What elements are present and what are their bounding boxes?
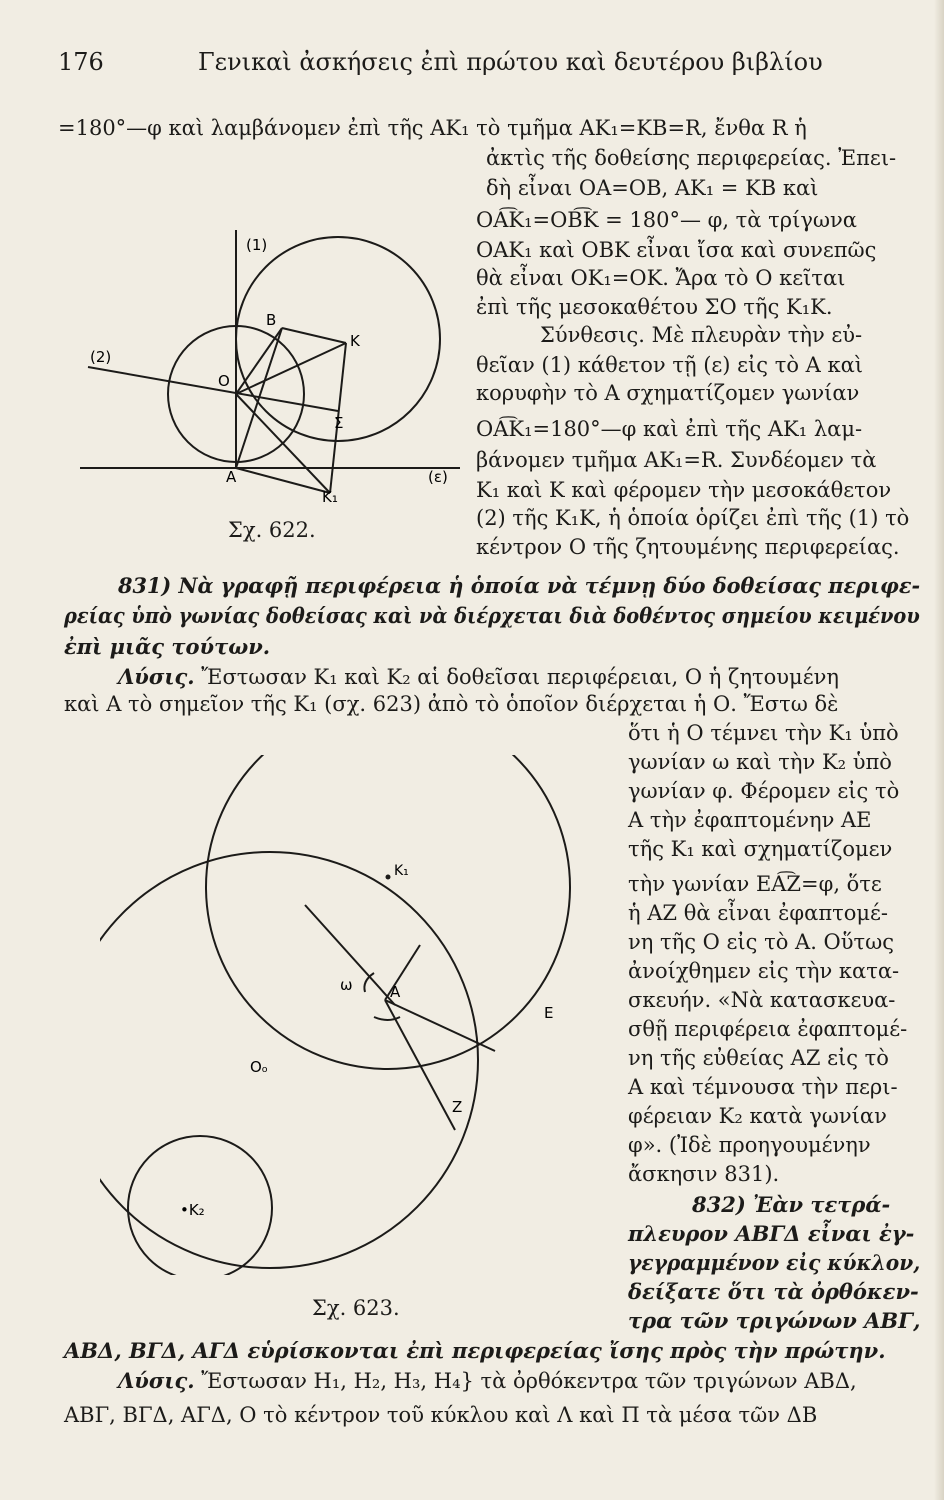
label-O: O [218,372,230,390]
caption-622: Σχ. 622. [228,518,316,542]
text-line: ΟΑΚ₁ καὶ ΟΒΚ εἶναι ἴσα καὶ συνεπῶς [476,238,877,262]
text-line: κορυφὴν τὸ Α σχηματίζομεν γωνίαν [476,381,860,405]
text-line: ἀνοίχθημεν εἰς τὴν κατα- [628,959,900,983]
text-line: φέρειαν Κ₂ κατὰ γωνίαν [628,1104,887,1128]
label-O: Oₒ [250,1058,269,1076]
figure-623 [100,755,600,1275]
text-line: Κ₁ καὶ Κ καὶ φέρομεν τὴν μεσοκάθετον [476,478,892,502]
exercise-831-heading: ρείας ὑπὸ γωνίας δοθείσας καὶ νὰ διέρχεται διὰ δοθέντος σημείου κειμένου [64,603,920,628]
label-K1: K₁ [322,488,338,506]
solution-line: ΑΒΓ, ΒΓΔ, ΑΓΔ, Ο τὸ κέντρον τοῦ κύκλου καὶ Λ καὶ Π τὰ μέσα τῶν ΔΒ [64,1403,818,1427]
label-1: (1) [246,236,268,254]
caption-623: Σχ. 623. [312,1296,400,1320]
center-k1-dot [386,875,391,880]
text-line: φ». (Ἰδὲ προηγουμένην [628,1133,871,1157]
exercise-832-heading: τρα τῶν τριγώνων ΑΒΓ, [628,1308,921,1333]
solution-line [118,1370,857,1392]
text-line: σκευήν. «Νὰ κατασκευα- [628,988,896,1012]
text-line: θεῖαν (1) κάθετον τῇ (ε) εἰς τὸ Α καὶ [476,353,864,377]
figure-622 [60,210,480,540]
text-line: νη τῆς εὐθείας ΑΖ εἰς τὸ [628,1046,889,1070]
exercise-832-heading: δείξατε ὅτι τὰ ὀρθόκεν- [628,1279,919,1304]
text-line: ἐπὶ τῆς μεσοκαθέτου ΣΟ τῆς Κ₁Κ. [476,295,833,319]
label-w: ω [340,976,353,994]
text-line: κέντρον Ο τῆς ζητουμένης περιφερείας. [476,535,900,559]
text-line: ἄσκησιν 831). [628,1162,780,1186]
solution-label: Λύσις. [118,1368,195,1393]
text-line: τὴν γωνίαν ΕΑ͡Ζ=φ, ὅτε [628,872,882,896]
text-line: Α καὶ τέμνουσα τὴν περι- [628,1075,898,1099]
text-line: ΟΑ͡Κ₁=180°—φ καὶ ἐπὶ τῆς ΑΚ₁ λαμ- [476,417,863,441]
text-line: γωνίαν φ. Φέρομεν εἰς τὸ [628,779,900,803]
solution-line [118,666,839,688]
running-title: Γενικαὶ ἀσκήσεις ἐπὶ πρώτου καὶ δευτέρου βιβλίου [198,48,823,76]
text-line: (2) τῆς Κ₁Κ, ἡ ὁποία ὁρίζει ἐπὶ τῆς (1) τὸ [476,506,910,530]
page-edge [934,0,944,1500]
solution-text: Ἔστωσαν Κ₁ καὶ Κ₂ αἱ δοθεῖσαι περιφέρειαι, Ο ἡ ζητουμένη [201,665,839,689]
label-K1: K₁ [394,863,409,879]
text-line: Σύνθεσις. Μὲ πλευρὰν τὴν εὐ- [540,323,863,347]
label-e: (ε) [428,468,448,486]
label-2: (2) [90,348,112,366]
exercise-832-heading: πλευρον ΑΒΓΔ εἶναι ἐγ- [628,1221,915,1246]
text-line: ΟΑ͡Κ₁=ΟΒ͡Κ = 180°— φ, τὰ τρίγωνα [476,208,857,232]
text-line: =180°—φ καὶ λαμβάνομεν ἐπὶ τῆς ΑΚ₁ τὸ τμῆμα ΑΚ₁=ΚΒ=R, ἔνθα R ἡ [58,116,807,140]
text-line: νη τῆς Ο εἰς τὸ Α. Οὕτως [628,930,895,954]
label-A: A [390,983,401,1001]
text-line: τῆς Κ₁ καὶ σχηματίζομεν [628,837,893,861]
text-line: Α τὴν ἐφαπτομένην ΑΕ [628,808,872,832]
text-line: ὅτι ἡ Ο τέμνει τὴν Κ₁ ὑπὸ [628,721,899,745]
exercise-832-heading: γεγραμμένον εἰς κύκλον, [628,1250,921,1275]
exercise-831-heading: 831) Νὰ γραφῇ περιφέρεια ἡ ὁποία νὰ τέμνῃ δύο δοθείσας περιφε- [118,573,921,598]
label-A: A [226,468,237,486]
label-S: Σ [334,414,344,432]
label-B: B [266,311,277,329]
label-Z: Z [452,1098,463,1116]
text-line: δὴ εἶναι ΟΑ=ΟΒ, ΑΚ₁ = ΚΒ καὶ [486,176,819,200]
text-line: θὰ εἶναι ΟΚ₁=ΟΚ. Ἄρα τὸ Ο κεῖται [476,266,846,290]
label-K2: •K₂ [180,1201,205,1219]
exercise-832-heading: 832) Ἐὰν τετρά- [692,1192,891,1217]
solution-text: Ἔστωσαν Η₁, Η₂, Η₃, Η₄} τὰ ὀρθόκεντρα τῶν τριγώνων ΑΒΔ, [201,1369,857,1393]
text-line: σθῇ περιφέρεια ἐφαπτομέ- [628,1017,908,1041]
text-line: βάνομεν τμῆμα ΑΚ₁=R. Συνδέομεν τὰ [476,448,877,472]
label-K: K [350,332,360,350]
solution-label: Λύσις. [118,664,195,689]
exercise-831-heading: ἐπὶ μιᾶς τούτων. [64,634,271,659]
text-line: ἀκτὶς τῆς δοθείσης περιφερείας. Ἐπει- [486,146,897,170]
exercise-832-heading: ΑΒΔ, ΒΓΔ, ΑΓΔ εὑρίσκονται ἐπὶ περιφερείας ἴσης πρὸς τὴν πρώτην. [64,1338,886,1363]
text-line: ἡ ΑΖ θὰ εἶναι ἐφαπτομέ- [628,901,888,925]
text-line: γωνίαν ω καὶ τὴν Κ₂ ὑπὸ [628,750,892,774]
solution-line: καὶ Α τὸ σημεῖον τῆς Κ₁ (σχ. 623) ἀπὸ τὸ ὁποῖον διέρχεται ἡ Ο. Ἔστω δὲ [64,692,839,716]
label-E: E [544,1004,554,1022]
page-number: 176 [58,48,104,76]
